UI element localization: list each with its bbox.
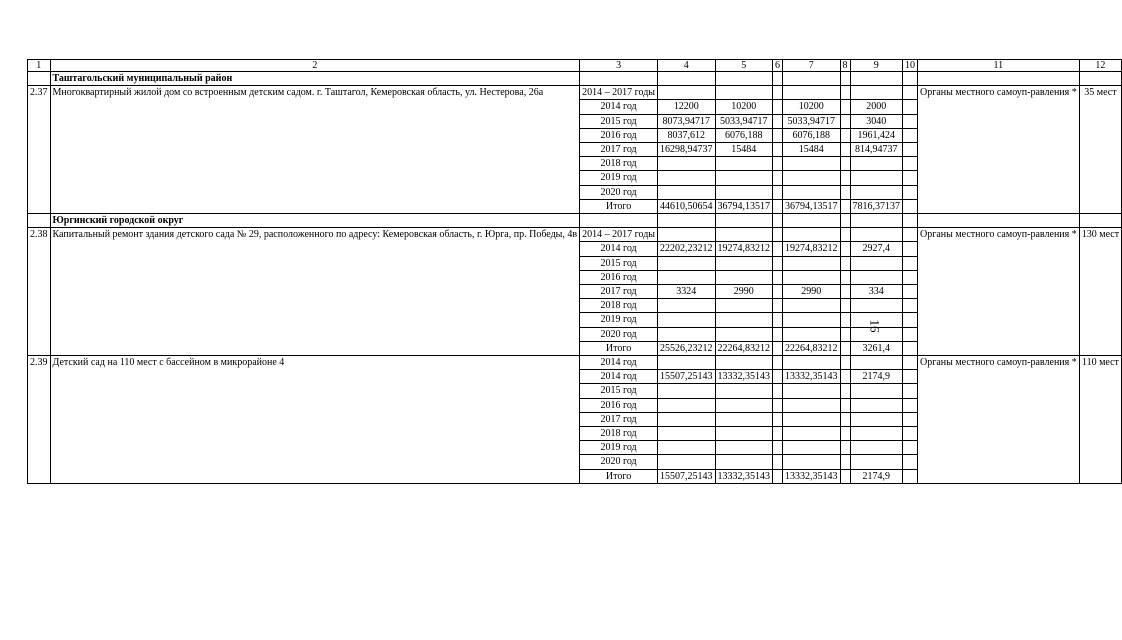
value-cell-col5 xyxy=(715,455,773,469)
empty-cell xyxy=(903,214,918,228)
value-cell-col10 xyxy=(903,128,918,142)
period-cell: 2014 год xyxy=(580,356,658,370)
empty-cell xyxy=(773,214,783,228)
value-cell-col9 xyxy=(850,412,903,426)
empty-cell xyxy=(658,214,716,228)
value-cell-col7 xyxy=(783,299,841,313)
value-cell-col4: 22202,23212 xyxy=(658,242,716,256)
value-cell-col8 xyxy=(840,441,850,455)
value-cell-col8 xyxy=(840,285,850,299)
column-number: 1 xyxy=(28,60,51,72)
value-cell-col9 xyxy=(850,228,903,242)
value-cell-col10 xyxy=(903,256,918,270)
value-cell-col10 xyxy=(903,313,918,327)
responsible-agency: Органы местного самоуп-равления * xyxy=(918,228,1080,356)
period-cell: 2020 год xyxy=(580,455,658,469)
empty-cell xyxy=(715,214,773,228)
value-cell-col9 xyxy=(850,86,903,100)
capacity-places: 130 мест xyxy=(1079,228,1121,356)
value-cell-col10 xyxy=(903,299,918,313)
value-cell-col10 xyxy=(903,384,918,398)
value-cell-col8 xyxy=(840,384,850,398)
empty-cell xyxy=(840,72,850,86)
period-cell: 2018 год xyxy=(580,157,658,171)
value-cell-col9 xyxy=(850,455,903,469)
period-cell: 2018 год xyxy=(580,299,658,313)
value-cell-col10 xyxy=(903,341,918,355)
period-cell: 2015 год xyxy=(580,384,658,398)
value-cell-col4 xyxy=(658,455,716,469)
value-cell-col6 xyxy=(773,143,783,157)
value-cell-col6 xyxy=(773,199,783,213)
period-cell: 2019 год xyxy=(580,441,658,455)
value-cell-col8 xyxy=(840,370,850,384)
empty-cell xyxy=(580,214,658,228)
column-number: 7 xyxy=(783,60,841,72)
value-cell-col10 xyxy=(903,356,918,370)
value-cell-col5 xyxy=(715,256,773,270)
value-cell-col5 xyxy=(715,412,773,426)
value-cell-col5 xyxy=(715,270,773,284)
value-cell-col4 xyxy=(658,171,716,185)
value-cell-col10 xyxy=(903,370,918,384)
value-cell-col9: 814,94737 xyxy=(850,143,903,157)
value-cell-col7 xyxy=(783,86,841,100)
empty-cell xyxy=(783,214,841,228)
value-cell-col9: 3040 xyxy=(850,114,903,128)
period-cell: 2014 год xyxy=(580,100,658,114)
value-cell-col4 xyxy=(658,228,716,242)
value-cell-col7 xyxy=(783,157,841,171)
value-cell-col10 xyxy=(903,427,918,441)
value-cell-col4 xyxy=(658,398,716,412)
value-cell-col6 xyxy=(773,270,783,284)
value-cell-col9 xyxy=(850,398,903,412)
value-cell-col7: 19274,83212 xyxy=(783,242,841,256)
value-cell-col7: 6076,188 xyxy=(783,128,841,142)
value-cell-col6 xyxy=(773,427,783,441)
value-cell-col7: 36794,13517 xyxy=(783,199,841,213)
value-cell-col4 xyxy=(658,157,716,171)
value-cell-col4 xyxy=(658,256,716,270)
period-cell: 2017 год xyxy=(580,285,658,299)
value-cell-col6 xyxy=(773,384,783,398)
value-cell-col9 xyxy=(850,299,903,313)
value-cell-col5: 13332,35143 xyxy=(715,469,773,483)
value-cell-col4: 8037,612 xyxy=(658,128,716,142)
section-number-cell xyxy=(28,72,51,86)
value-cell-col8 xyxy=(840,100,850,114)
value-cell-col8 xyxy=(840,185,850,199)
value-cell-col5 xyxy=(715,86,773,100)
value-cell-col9 xyxy=(850,185,903,199)
value-cell-col5: 13332,35143 xyxy=(715,370,773,384)
value-cell-col9: 2927,4 xyxy=(850,242,903,256)
value-cell-col8 xyxy=(840,143,850,157)
period-cell: 2016 год xyxy=(580,398,658,412)
value-cell-col4: 12200 xyxy=(658,100,716,114)
value-cell-col9 xyxy=(850,256,903,270)
value-cell-col6 xyxy=(773,86,783,100)
table-body xyxy=(28,60,1122,484)
value-cell-col5: 36794,13517 xyxy=(715,199,773,213)
value-cell-col8 xyxy=(840,356,850,370)
value-cell-col9 xyxy=(850,157,903,171)
value-cell-col7 xyxy=(783,455,841,469)
value-cell-col10 xyxy=(903,412,918,426)
capacity-places: 35 мест xyxy=(1079,86,1121,214)
value-cell-col6 xyxy=(773,185,783,199)
table-row xyxy=(28,356,1122,370)
empty-cell xyxy=(918,72,1080,86)
value-cell-col8 xyxy=(840,256,850,270)
value-cell-col4: 15507,25143 xyxy=(658,370,716,384)
value-cell-col4 xyxy=(658,356,716,370)
value-cell-col8 xyxy=(840,299,850,313)
column-number: 11 xyxy=(918,60,1080,72)
value-cell-col7 xyxy=(783,228,841,242)
value-cell-col7: 13332,35143 xyxy=(783,469,841,483)
section-header-row xyxy=(28,72,1122,86)
page-number: 16 xyxy=(867,319,883,333)
value-cell-col8 xyxy=(840,242,850,256)
period-cell: 2017 год xyxy=(580,143,658,157)
value-cell-col8 xyxy=(840,469,850,483)
value-cell-col6 xyxy=(773,327,783,341)
column-number-row xyxy=(28,60,1122,72)
value-cell-col4: 16298,94737 xyxy=(658,143,716,157)
column-number: 4 xyxy=(658,60,716,72)
period-cell: 2020 год xyxy=(580,185,658,199)
value-cell-col5 xyxy=(715,299,773,313)
section-number-cell xyxy=(28,214,51,228)
value-cell-col6 xyxy=(773,356,783,370)
value-cell-col10 xyxy=(903,441,918,455)
item-number: 2.38 xyxy=(28,228,51,356)
period-cell: 2015 год xyxy=(580,256,658,270)
value-cell-col5 xyxy=(715,171,773,185)
value-cell-col4 xyxy=(658,427,716,441)
value-cell-col9: 2174,9 xyxy=(850,370,903,384)
value-cell-col7 xyxy=(783,356,841,370)
value-cell-col9 xyxy=(850,427,903,441)
value-cell-col9 xyxy=(850,171,903,185)
value-cell-col4: 44610,50654 xyxy=(658,199,716,213)
empty-cell xyxy=(783,72,841,86)
empty-cell xyxy=(580,72,658,86)
value-cell-col5 xyxy=(715,384,773,398)
value-cell-col4 xyxy=(658,299,716,313)
item-description: Многоквартирный жилой дом со встроенным детским садом. г. Таштагол, Кемеровская область, ул. Нестерова, 26а xyxy=(50,86,580,214)
value-cell-col7: 5033,94717 xyxy=(783,114,841,128)
period-cell: 2019 год xyxy=(580,313,658,327)
empty-cell xyxy=(903,72,918,86)
value-cell-col4: 15507,25143 xyxy=(658,469,716,483)
value-cell-col10 xyxy=(903,228,918,242)
empty-cell xyxy=(715,72,773,86)
value-cell-col7 xyxy=(783,398,841,412)
value-cell-col10 xyxy=(903,114,918,128)
value-cell-col4 xyxy=(658,270,716,284)
value-cell-col8 xyxy=(840,128,850,142)
value-cell-col4 xyxy=(658,86,716,100)
period-cell: 2019 год xyxy=(580,171,658,185)
value-cell-col7 xyxy=(783,256,841,270)
responsible-agency: Органы местного самоуп-равления * xyxy=(918,86,1080,214)
value-cell-col6 xyxy=(773,341,783,355)
empty-cell xyxy=(658,72,716,86)
value-cell-col4 xyxy=(658,384,716,398)
period-cell: 2014 – 2017 годы xyxy=(580,228,658,242)
value-cell-col7 xyxy=(783,185,841,199)
period-cell: Итого xyxy=(580,199,658,213)
empty-cell xyxy=(850,214,903,228)
value-cell-col9: 3261,4 xyxy=(850,341,903,355)
value-cell-col9: 334 xyxy=(850,285,903,299)
value-cell-col10 xyxy=(903,455,918,469)
value-cell-col10 xyxy=(903,171,918,185)
value-cell-col4: 8073,94717 xyxy=(658,114,716,128)
value-cell-col6 xyxy=(773,299,783,313)
section-title: Юргинский городской округ xyxy=(50,214,580,228)
value-cell-col8 xyxy=(840,199,850,213)
period-cell: 2015 год xyxy=(580,114,658,128)
budget-table xyxy=(27,59,1122,484)
value-cell-col6 xyxy=(773,313,783,327)
value-cell-col5: 2990 xyxy=(715,285,773,299)
item-description: Детский сад на 110 мест с бассейном в микрорайоне 4 xyxy=(50,356,580,484)
value-cell-col8 xyxy=(840,114,850,128)
empty-cell xyxy=(773,72,783,86)
value-cell-col6 xyxy=(773,285,783,299)
value-cell-col7 xyxy=(783,384,841,398)
section-header-row xyxy=(28,214,1122,228)
value-cell-col5 xyxy=(715,398,773,412)
value-cell-col10 xyxy=(903,143,918,157)
value-cell-col8 xyxy=(840,327,850,341)
value-cell-col10 xyxy=(903,327,918,341)
value-cell-col8 xyxy=(840,455,850,469)
value-cell-col7 xyxy=(783,427,841,441)
value-cell-col9 xyxy=(850,270,903,284)
period-cell: 2014 год xyxy=(580,242,658,256)
table-row xyxy=(28,86,1122,100)
value-cell-col6 xyxy=(773,455,783,469)
value-cell-col7: 2990 xyxy=(783,285,841,299)
value-cell-col10 xyxy=(903,285,918,299)
column-number: 9 xyxy=(850,60,903,72)
empty-cell xyxy=(850,72,903,86)
value-cell-col5 xyxy=(715,427,773,441)
item-description: Капитальный ремонт здания детского сада № 29, расположенного по адресу: Кемеровская область, г. Юрга, пр. Победы, 4в xyxy=(50,228,580,356)
value-cell-col4 xyxy=(658,412,716,426)
value-cell-col9 xyxy=(850,356,903,370)
empty-cell xyxy=(1079,214,1121,228)
value-cell-col10 xyxy=(903,242,918,256)
period-cell: 2018 год xyxy=(580,427,658,441)
value-cell-col5 xyxy=(715,356,773,370)
value-cell-col8 xyxy=(840,341,850,355)
empty-cell xyxy=(918,214,1080,228)
value-cell-col7: 15484 xyxy=(783,143,841,157)
value-cell-col5 xyxy=(715,228,773,242)
period-cell: 2020 год xyxy=(580,327,658,341)
value-cell-col4: 3324 xyxy=(658,285,716,299)
value-cell-col4 xyxy=(658,313,716,327)
value-cell-col6 xyxy=(773,171,783,185)
empty-cell xyxy=(1079,72,1121,86)
table-row xyxy=(28,228,1122,242)
value-cell-col5 xyxy=(715,441,773,455)
value-cell-col10 xyxy=(903,86,918,100)
column-number: 5 xyxy=(715,60,773,72)
value-cell-col5: 22264,83212 xyxy=(715,341,773,355)
value-cell-col4 xyxy=(658,327,716,341)
value-cell-col9: 2174,9 xyxy=(850,469,903,483)
value-cell-col5: 19274,83212 xyxy=(715,242,773,256)
value-cell-col9: 7816,37137 xyxy=(850,199,903,213)
value-cell-col8 xyxy=(840,86,850,100)
column-number: 2 xyxy=(50,60,580,72)
value-cell-col8 xyxy=(840,228,850,242)
value-cell-col6 xyxy=(773,256,783,270)
item-number: 2.39 xyxy=(28,356,51,484)
value-cell-col10 xyxy=(903,270,918,284)
item-number: 2.37 xyxy=(28,86,51,214)
value-cell-col4: 25526,23212 xyxy=(658,341,716,355)
value-cell-col9 xyxy=(850,441,903,455)
value-cell-col5: 6076,188 xyxy=(715,128,773,142)
value-cell-col10 xyxy=(903,398,918,412)
value-cell-col6 xyxy=(773,398,783,412)
value-cell-col10 xyxy=(903,469,918,483)
value-cell-col8 xyxy=(840,171,850,185)
value-cell-col8 xyxy=(840,427,850,441)
value-cell-col4 xyxy=(658,185,716,199)
value-cell-col5: 10200 xyxy=(715,100,773,114)
value-cell-col7 xyxy=(783,270,841,284)
period-cell: 2017 год xyxy=(580,412,658,426)
value-cell-col7 xyxy=(783,412,841,426)
value-cell-col5 xyxy=(715,157,773,171)
value-cell-col7 xyxy=(783,327,841,341)
section-title: Таштагольский муниципальный район xyxy=(50,72,580,86)
period-cell: 2014 – 2017 годы xyxy=(580,86,658,100)
period-cell: 2014 год xyxy=(580,370,658,384)
value-cell-col6 xyxy=(773,228,783,242)
value-cell-col6 xyxy=(773,114,783,128)
value-cell-col8 xyxy=(840,313,850,327)
value-cell-col7: 10200 xyxy=(783,100,841,114)
value-cell-col8 xyxy=(840,398,850,412)
period-cell: 2016 год xyxy=(580,128,658,142)
value-cell-col5: 5033,94717 xyxy=(715,114,773,128)
value-cell-col7 xyxy=(783,171,841,185)
value-cell-col6 xyxy=(773,441,783,455)
value-cell-col10 xyxy=(903,199,918,213)
value-cell-col6 xyxy=(773,469,783,483)
column-number: 12 xyxy=(1079,60,1121,72)
value-cell-col6 xyxy=(773,100,783,114)
period-cell: Итого xyxy=(580,469,658,483)
value-cell-col6 xyxy=(773,412,783,426)
value-cell-col8 xyxy=(840,412,850,426)
value-cell-col5 xyxy=(715,313,773,327)
period-cell: Итого xyxy=(580,341,658,355)
value-cell-col6 xyxy=(773,157,783,171)
column-number: 10 xyxy=(903,60,918,72)
column-number: 8 xyxy=(840,60,850,72)
value-cell-col10 xyxy=(903,185,918,199)
value-cell-col5 xyxy=(715,185,773,199)
value-cell-col10 xyxy=(903,157,918,171)
column-number: 6 xyxy=(773,60,783,72)
empty-cell xyxy=(840,214,850,228)
period-cell: 2016 год xyxy=(580,270,658,284)
value-cell-col8 xyxy=(840,270,850,284)
capacity-places: 110 мест xyxy=(1079,356,1121,484)
value-cell-col9 xyxy=(850,384,903,398)
responsible-agency: Органы местного самоуп-равления * xyxy=(918,356,1080,484)
value-cell-col7 xyxy=(783,441,841,455)
value-cell-col9: 2000 xyxy=(850,100,903,114)
value-cell-col5 xyxy=(715,327,773,341)
value-cell-col7: 22264,83212 xyxy=(783,341,841,355)
column-number: 3 xyxy=(580,60,658,72)
value-cell-col10 xyxy=(903,100,918,114)
value-cell-col6 xyxy=(773,242,783,256)
value-cell-col9: 1961,424 xyxy=(850,128,903,142)
value-cell-col4 xyxy=(658,441,716,455)
value-cell-col7: 13332,35143 xyxy=(783,370,841,384)
value-cell-col6 xyxy=(773,370,783,384)
value-cell-col5: 15484 xyxy=(715,143,773,157)
value-cell-col7 xyxy=(783,313,841,327)
value-cell-col8 xyxy=(840,157,850,171)
value-cell-col6 xyxy=(773,128,783,142)
